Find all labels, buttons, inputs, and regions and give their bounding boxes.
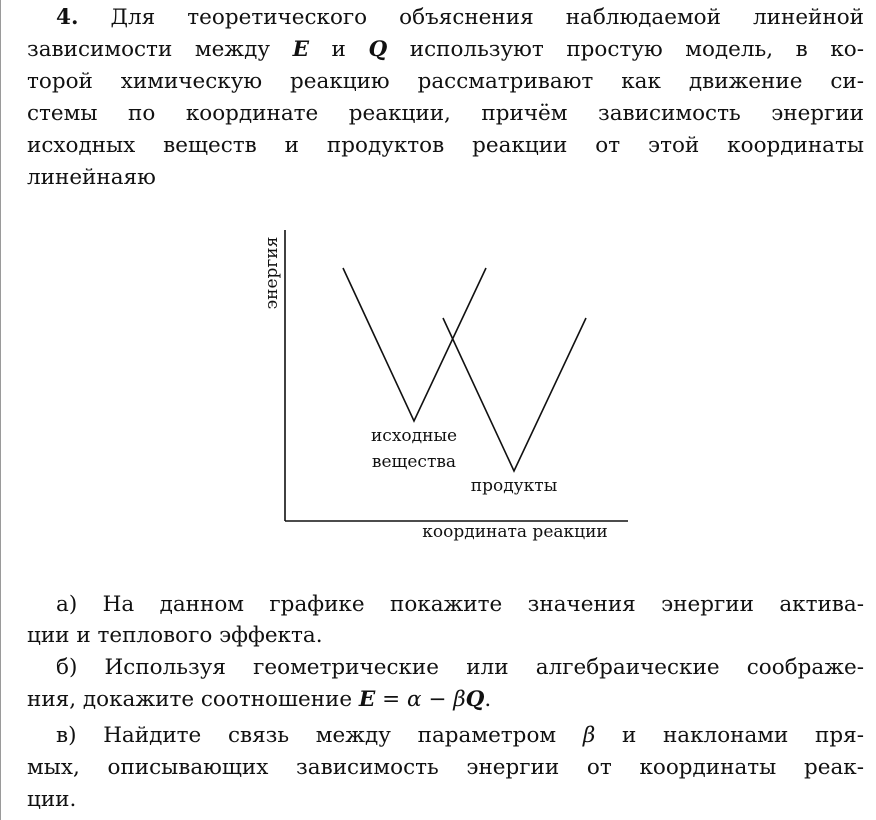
question-c-text-a: в) Найдите связь между параметром — [56, 723, 583, 748]
y-axis-label: энергия — [262, 236, 282, 310]
formula-beta: β — [453, 687, 466, 712]
intro-text-1: Для теоретического объяснения наблюдаемой линейной — [110, 5, 864, 30]
question-b-line-1: б) Используя геометрические или алгебраические соображе- — [56, 655, 864, 680]
formula-period: . — [484, 687, 492, 712]
products-energy-curve — [443, 318, 586, 471]
question-a-line-1: а) На данном графике покажите значения энергии актива- — [56, 592, 864, 617]
formula-equals: = — [375, 687, 407, 712]
question-c-line-3: ции. — [27, 787, 77, 812]
parameter-beta: β — [582, 723, 596, 748]
formula-E: E — [358, 687, 376, 712]
x-axis-label: координата реакции — [422, 522, 608, 542]
question-b-text: ния, докажите соотношение — [27, 687, 359, 712]
question-c-line-1 — [56, 720, 864, 752]
formula-alpha: α — [407, 687, 422, 712]
reactants-energy-curve — [343, 268, 486, 421]
intro-line-5: исходных веществ и продуктов реакции от этой координаты — [27, 133, 864, 158]
variable-E: E — [292, 37, 309, 62]
variable-Q: Q — [368, 37, 388, 62]
reactants-label-line-1: исходные — [370, 426, 458, 446]
question-a-line-2: ции и теплового эффекта. — [27, 623, 323, 648]
formula-Q: Q — [465, 687, 485, 712]
products-label: продукты — [470, 476, 558, 496]
question-c-line-2: мых, описывающих зависимость энергии от координаты реак- — [27, 755, 864, 780]
reactants-label-line-2: вещества — [371, 452, 457, 472]
intro-line-3: торой химическую реакцию рассматривают как движение си- — [27, 69, 864, 94]
intro-line-6: линейнаяю — [27, 165, 156, 190]
intro-text-2b: и — [308, 37, 369, 62]
question-c-text-b: и наклонами пря- — [595, 723, 864, 748]
intro-text-2a: зависимости между — [27, 37, 293, 62]
problem-number: 4. — [56, 5, 79, 30]
intro-text-2c: используют простую модель, в ко- — [387, 37, 864, 62]
question-b-line-2 — [27, 684, 491, 716]
intro-line-4: стемы по координате реакции, причём зависимость энергии — [27, 101, 864, 126]
formula-minus: − — [421, 687, 454, 712]
